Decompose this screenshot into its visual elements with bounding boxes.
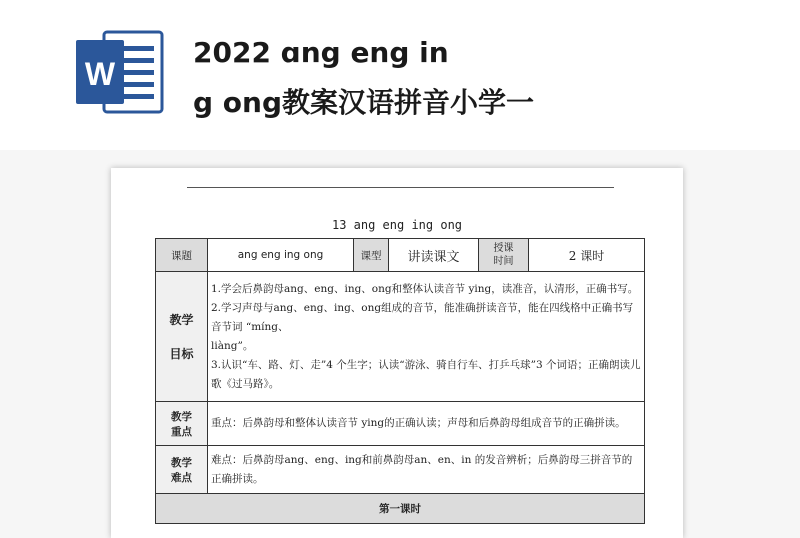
title-line-2: g ong教案汉语拼音小学一 [193,86,535,119]
difficulties-content: 难点：后鼻韵母ang、eng、ing和前鼻韵母an、en、in 的发音辨析；后鼻韵母三拼音节的正确拼读。 [208,446,645,494]
goals-label-line-1: 教学 [169,312,194,327]
table-caption: 13 ang eng ing ong [331,218,463,232]
table-row [156,272,645,402]
section-header: 第一课时 [156,494,645,524]
type-value: 讲读课文 [389,239,479,272]
table-row [156,402,645,446]
document-page [111,168,683,538]
goal-item-2a: 2.学习声母与ang、eng、ing、ong组成的音节，能准确拼读音节，能在四线格中正确书写音节词 “míng、 [211,301,634,333]
hours-label [479,239,529,272]
key-points-content: 重点：后鼻韵母和整体认读音节 ying的正确认读；声母和后鼻韵母组成音节的正确拼读。 [208,402,645,446]
goals-content [208,272,645,402]
goal-item-1: 1.学会后鼻韵母ang、eng、ing、ong和整体认读音节 ying，读准音，认清形，正确书写。 [211,282,639,295]
title-line-1: 2022 ɑng eng in [193,36,449,69]
topic-label: 课题 [156,239,208,272]
key-points-label-line-1: 教学 [171,410,192,423]
key-points-label-line-2: 重点 [171,425,192,438]
goal-item-3: 3.认识“车、路、灯、走”4 个生字；认读“游泳、骑自行车、打乒乓球”3 个词语；正确朗读儿歌《过马路》。 [211,358,641,390]
word-icon[interactable] [76,30,164,114]
table-row [156,494,645,524]
svg-text:W: W [84,56,116,92]
hours-label-line-1: 授课 [493,243,514,254]
lesson-table [155,238,645,524]
difficulties-label [156,446,208,494]
topic-value: ang eng ing ong [208,239,354,272]
hours-value: 2 课时 [529,239,645,272]
table-row [156,446,645,494]
type-label: 课型 [354,239,389,272]
goal-item-2b: liàng”。 [211,339,254,352]
goals-label-line-2: 目标 [169,346,194,361]
difficulties-label-line-1: 教学 [171,456,192,469]
table-row [156,239,645,272]
hours-label-line-2: 时间 [493,256,514,267]
page-title [193,28,753,128]
key-points-label [156,402,208,446]
difficulties-label-line-2: 难点 [171,471,192,484]
header-rule [187,187,614,188]
goals-label [156,272,208,402]
